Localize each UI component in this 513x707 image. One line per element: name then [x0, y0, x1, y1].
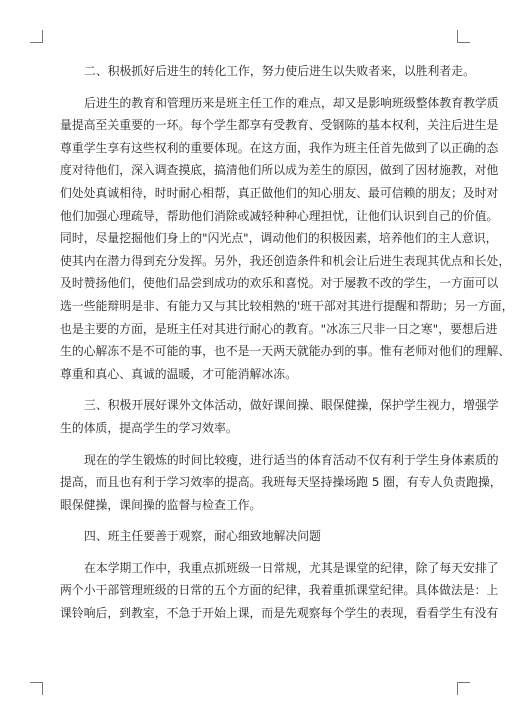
text-line: 选一些能辩明是非、有能力又与其比较相熟的'班干部对其进行提醒和帮助；另一方面， — [60, 298, 513, 313]
text-line: 同时，尽量挖掘他们身上的"闪光点"，调动他们的积极因素，培养他们的主人意识， — [60, 231, 498, 246]
text-line: 生的心解冻不是不可能的事，也不是一天两天就能办到的事。惟有老师对他们的理解、 — [60, 344, 511, 359]
document-body — [60, 60, 513, 625]
body-paragraph-exercise — [60, 449, 502, 517]
text-line: 四、班主任要善于观察，耐心细致地解决问题 — [84, 529, 321, 544]
crop-mark-bottom-left — [30, 682, 43, 695]
text-line: 提高，而且也有利于学习效率的提高。我班每天坚持操场跑 5 圈，有专人负责跑操， — [60, 475, 502, 490]
text-line: 度对待他们，深入调查摸底，搞清他们所以成为差生的原因，做到了因材施教，对他 — [60, 163, 499, 178]
text-line: 两个小干部管理班级的日常的五个方面的纪律，我着重抓课堂纪律。具体做法是：上 — [60, 583, 499, 598]
body-paragraph-underachievers — [60, 92, 513, 386]
text-line: 们处处真诚相待，时时耐心相帮，真正做他们的知心朋友、最可信赖的朋友；及时对 — [60, 185, 499, 200]
crop-mark-bottom-right — [457, 682, 470, 695]
text-line: 三、积极开展好课外文体活动，做好课间操、眼保健操，保护学生视力，增强学 — [84, 398, 499, 413]
crop-mark-top-left — [30, 30, 43, 43]
text-line: 也是主要的方面，是班主任对其进行耐心的教育。"冰冻三尺非一日之寒"，要想后进 — [60, 321, 498, 336]
text-line: 二、积极抓好后进生的转化工作，努力使后进生以失败者来，以胜利者走。 — [84, 64, 475, 78]
section-heading-2 — [60, 60, 475, 83]
section-heading-4 — [60, 525, 440, 548]
text-line: 眼保健操，课间操的监督与检查工作。 — [60, 497, 262, 512]
crop-mark-top-right — [457, 30, 470, 43]
body-paragraph-discipline — [60, 557, 499, 625]
text-line: 使其内在潜力得到充分发挥。另外，我还创造条件和机会让后进生表现其优点和长处， — [60, 253, 511, 268]
text-line: 尊重学生享有这些权利的重要体现。在这方面，我作为班主任首先做到了以正确的态 — [60, 140, 499, 155]
text-line: 量提高至关重要的一环。每个学生都享有受教育、受钢陈的基本权利，关注后进生是 — [60, 118, 499, 133]
text-line: 他们加强心理疏导，帮助他们消除或减轻种种心理担忧，让他们认识到自己的价值。 — [60, 208, 499, 223]
text-line: 现在的学生锻炼的时间比较瘦，进行适当的体育活动不仅有利于学生身体素质的 — [84, 452, 499, 467]
text-line: 尊重和真心、真诚的温暖，才可能消解冰冻。 — [60, 366, 297, 381]
text-line: 及时赞扬他们，使他们品尝到成功的欢乐和喜悦。对于屡教不改的学生，一方面可以 — [60, 276, 499, 291]
section-heading-3 — [60, 394, 499, 439]
text-line: 后进生的教育和管理历来是班主任工作的难点，却又是影响班级整体教育教学质 — [84, 95, 499, 110]
text-line: 生的体质，提高学生的学习效率。 — [60, 420, 238, 435]
text-line: 课铃响后，到教室，不急于开始上课，而是先观察每个学生的表现，看看学生有没有 — [60, 606, 499, 621]
text-line: 在本学期工作中，我重点抓班级一日常规，尤其是课堂的纪律，除了每天安排了 — [84, 560, 499, 575]
